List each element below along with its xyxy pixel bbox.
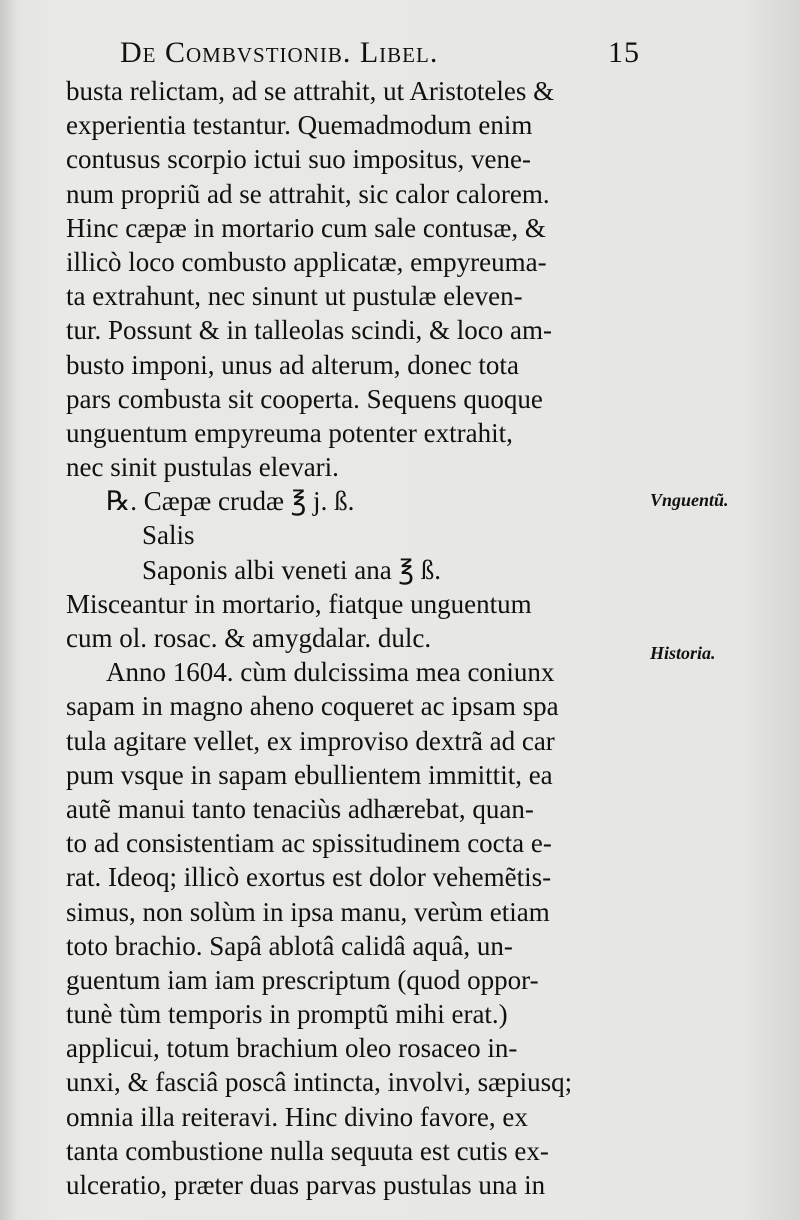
text-line: guentum iam iam prescriptum (quod oppor- <box>66 964 539 995</box>
text-line: unguentum empyreuma potenter extrahit, <box>66 417 513 448</box>
paragraph-start-line: Anno 1604. cùm dulcissima mea coniunx <box>106 657 555 688</box>
text-line: applicui, totum brachium oleo rosaceo in- <box>66 1033 518 1064</box>
margin-note-historia: Historia. <box>650 643 716 663</box>
body-text <box>66 74 646 1202</box>
running-header <box>120 36 640 76</box>
text-line: tula agitare vellet, ex improviso dextrã ad car <box>66 725 555 756</box>
recipe-line: Saponis albi veneti ana ℥ ß. <box>142 554 442 585</box>
text-line: to ad consistentiam ac spissitudinem cocta e- <box>66 828 552 859</box>
recipe-line: ℞. Cæpæ crudæ ℥ j. ß. <box>106 486 355 517</box>
text-line: num propriũ ad se attrahit, sic calor calorem. <box>66 178 550 209</box>
text-line: tunè tùm temporis in promptũ mihi erat.) <box>66 999 508 1030</box>
text-line: autẽ manui tanto tenaciùs adhærebat, quan- <box>66 793 534 824</box>
text-line: busta relictam, ad se attrahit, ut Aristoteles & <box>66 76 555 106</box>
page-number: 15 <box>608 36 640 69</box>
text-line: tur. Possunt & in talleolas scindi, & loco am- <box>66 315 552 346</box>
text-line: sapam in magno aheno coqueret ac ipsam spa <box>66 691 559 722</box>
text-line: experientia testantur. Quemadmodum enim <box>66 110 533 141</box>
text-line: illicò loco combusto applicatæ, empyreuma- <box>66 246 547 277</box>
text-line: nec sinit pustulas elevari. <box>66 452 339 483</box>
margin-note-unguentum: Vnguentũ. <box>650 490 729 510</box>
text-line: contusus scorpio ictui suo impositus, vene- <box>66 144 531 175</box>
text-line: ta extrahunt, nec sinunt ut pustulæ eleven- <box>66 281 523 312</box>
text-line: tanta combustione nulla sequuta est cutis ex- <box>66 1135 549 1166</box>
text-line: simus, non solùm in ipsa manu, verùm etiam <box>66 896 550 927</box>
text-line: pars combusta sit cooperta. Sequens quoque <box>66 383 543 414</box>
text-line: pum vsque in sapam ebullientem immittit, ea <box>66 759 553 790</box>
recipe-line: Salis <box>142 520 195 551</box>
text-line: cum ol. rosac. & amygdalar. dulc. <box>66 623 432 653</box>
running-title: De Combvstionib. Libel. <box>120 36 439 69</box>
text-line: ulceratio, præter duas parvas pustulas una in <box>66 1170 546 1200</box>
text-line: rat. Ideoq; illicò exortus est dolor vehemẽtis- <box>66 862 552 893</box>
text-line: toto brachio. Sapâ ablotâ calidâ aquâ, un- <box>66 930 513 961</box>
text-line: unxi, & fasciâ poscâ intincta, involvi, sæpiusq; <box>66 1067 573 1098</box>
text-line: busto imponi, unus ad alterum, donec tota <box>66 349 519 380</box>
text-line: Misceantur in mortario, fiatque unguentum <box>66 588 532 619</box>
text-line: Hinc cæpæ in mortario cum sale contusæ, & <box>66 212 546 243</box>
text-line: omnia illa reiteravi. Hinc divino favore, ex <box>66 1101 528 1132</box>
